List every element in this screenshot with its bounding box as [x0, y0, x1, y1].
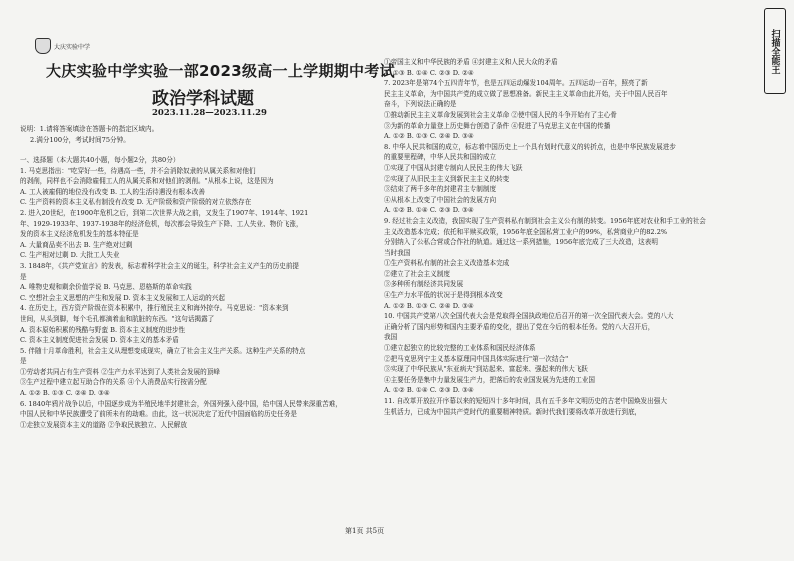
school-crest-icon: [35, 38, 51, 54]
question-text-line: 生机活力，已成为中国共产党时代的重要精神特质。新时代我们要将改革开放进行到底，: [384, 407, 642, 416]
question-text-line: A. ①③ B. ①④ C. ②③ D. ②④: [384, 68, 474, 77]
question-text-line: A. 资本原始积累的残酷与野蛮 B. 资本主义制度的进步性: [20, 325, 186, 334]
question-text-line: ②把马克思列宁主义基本原理同中国具体实际进行"第一次结合": [384, 354, 569, 363]
question-text-line: 2. 进入20世纪，在1900年危机之后，到第二次世界大战之前，又发生了1907年、1914年、1921: [20, 208, 309, 217]
question-text-line: A. ①② B. ①③ C. ②④ D. ③④: [384, 301, 474, 310]
question-text-line: 主义改造基本完成；依托和平赎买政策，1956年底全国私营工业户的99%，私营商业户的82.2%: [384, 227, 668, 236]
question-text-line: 分别纳入了公私合营或合作社的轨道。通过这一系列措施，1956年底完成了三大改造，这表明: [384, 238, 658, 247]
question-text-line: 世间，从头到脚，每个毛孔都滴着血和肮脏的东西。"这句话揭露了: [20, 314, 215, 323]
question-text-line: ②实现了从旧民主主义到新民主主义的转变: [384, 174, 510, 183]
question-text-line: 发的资本主义经济危机发生的基本特征是: [20, 230, 139, 239]
question-text-line: 民主主义革命，为中国共产党的成立做了思想准备。新民主主义革命由此开始，关于中国人民百年: [384, 89, 668, 98]
question-text-line: ①劳动者共同占有生产资料 ②生产力水平达到了人类社会发展的顶峰: [20, 367, 220, 376]
question-text-line: C. 生产资料的资本主义私有制没有改变 D. 无产阶级和资产阶级的对立依然存在: [20, 198, 252, 207]
question-text-line: 我国: [384, 333, 398, 342]
question-text-line: A. ①② B. ①④ C. ②③ D. ③④: [384, 206, 474, 215]
question-text-line: ③实现了中华民族从"东亚病夫"到站起来、富起来、强起来的伟大飞跃: [384, 365, 588, 374]
question-text-line: A. 大量商品卖不出去 B. 生产绝对过剩: [20, 240, 133, 249]
scanner-brand-text: 扫描全能王: [769, 28, 780, 74]
question-text-line: ①生产资料私有制的社会主义改造基本完成: [384, 259, 510, 268]
question-text-line: ①实现了中国从封建专制向人民民主的伟大飞跃: [384, 163, 523, 172]
question-text-line: 一、选择题（本大题共40小题，每小题2分，共80分）: [20, 156, 180, 164]
exam-instructions: [20, 124, 158, 145]
question-text-line: 3. 1848年，《共产党宣言》的发表，标志着科学社会主义的诞生，科学社会主义产生的历史前提: [20, 261, 300, 270]
question-text-line: ③多种所有制经济共同发展: [384, 280, 464, 289]
right-column: [384, 57, 752, 417]
question-text-line: A. ①② B. ①③ C. ②④ D. ③④: [20, 389, 110, 398]
question-text-line: 是: [20, 272, 27, 281]
question-text-line: 当时我国: [384, 248, 411, 257]
question-text-line: 7. 2023年是第74个五四青年节，也是五四运动爆发104周年。五四运动一百年，照亮了新: [384, 79, 648, 88]
question-text-line: 5. 伴随十月革命胜利，社会主义从理想变成现实，确立了社会主义生产关系。这种生产关系的特点: [20, 346, 306, 355]
exam-title: 大庆实验中学实验一部2023级高一上学期期中考试: [46, 62, 395, 80]
question-text-line: ①推动新民主主义革命发展到社会主义革命 ②使中国人民的斗争开始有了主心骨: [384, 110, 617, 119]
question-text-line: 奋斗，下列说法正确的是: [384, 100, 457, 109]
question-text-line: 中国人民和中华民族遭受了前所未有的劫难。由此，这一状况决定了近代中国面临的历史任务是: [20, 410, 297, 419]
exam-dates: 2023.11.28—2023.11.29: [152, 108, 267, 118]
question-text-line: 的重要里程碑，中华人民共和国的成立: [384, 153, 497, 162]
question-text-line: ①建立起独立的比较完整的工业体系和国民经济体系: [384, 344, 536, 353]
question-text-line: 年、1929-1933年、1937-1938年的经济危机，每次都会导致生产下降、工人失业、物价飞涨，: [20, 219, 303, 228]
instruction-line: 2.满分100分，考试时间75分钟。: [30, 135, 130, 144]
question-text-line: A. 工人被雇佣的地位没有改变 B. 工人的生活待遇没有根本改善: [20, 187, 205, 196]
question-text-line: ③生产过程中建立起互助合作的关系 ④个人消费品实行按需分配: [20, 378, 207, 387]
school-logo: [35, 38, 90, 54]
exam-subject-title: 政治学科试题: [152, 89, 254, 109]
question-text-line: 的剥削，同样也不会消除雇佣工人的从属关系和对他们的剥削。"从根本上说，这是因为: [20, 177, 274, 186]
question-text-line: A. ①② B. ①③ C. ②④ D. ③④: [384, 132, 474, 141]
page-footer: 第1页 共5页: [345, 527, 385, 535]
instruction-line: 说明：1.请将答案填涂在答题卡的指定区域内。: [20, 125, 159, 133]
question-text-line: 6. 1840年鸦片战争以后，中国逐步成为半殖民地半封建社会，外国列强入侵中国，给中国人民带来深重苦难，: [20, 399, 342, 408]
question-text-line: 10. 中国共产党第八次全国代表大会是党取得全国执政地位后召开的第一次全国代表大会。党的八大: [384, 312, 674, 321]
scanner-brand-badge: [764, 8, 786, 94]
question-text-line: A. 唯物史观和剩余价值学说 B. 马克思、恩格斯的革命实践: [20, 283, 192, 292]
question-text-line: 8. 中华人民共和国的成立，标志着中国历史上一个具有划时代意义的转折点，也是中华民族发展进步: [384, 142, 676, 151]
question-text-line: ④生产力水平低的状况于是得到根本改变: [384, 291, 503, 300]
question-text-line: ②建立了社会主义制度: [384, 269, 450, 278]
question-text-line: 9. 经过社会主义改造，我国实现了生产资料私有制到社会主义公有制的转变。1956年底对农业和手工业的社会: [384, 216, 706, 225]
question-text-line: 1. 马克思指出："吃穿好一些，待遇高一些，并不会消除奴隶的从属关系和对他们: [20, 166, 256, 175]
question-text-line: ①走独立发展资本主义的道路 ②争取民族独立、人民解放: [20, 420, 187, 429]
question-text-line: ③为新的革命力量登上历史舞台创造了条件 ④促进了马克思主义在中国的传播: [384, 121, 611, 130]
question-text-line: 正确分析了国内形势和国内主要矛盾的变化，提出了党在今后的根本任务。党的八大召开后，: [384, 322, 655, 331]
question-text-line: A. ①② B. ①④ C. ②③ D. ③④: [384, 386, 474, 395]
question-text-line: 11. 自改革开放拉开序幕以来的短短四十多年时间，具有五千多年文明历史的古老中国焕发出强大: [384, 397, 667, 405]
question-text-line: ④从根本上改变了中国社会的发展方向: [384, 195, 497, 204]
question-text-line: ①帝国主义和中华民族的矛盾 ④封建主义和人民大众的矛盾: [384, 58, 558, 66]
question-text-line: ③结束了两千多年的封建君主专制制度: [384, 185, 497, 194]
question-text-line: ④主要任务是集中力量发展生产力，把落后的农业国发展为先进的工业国: [384, 375, 595, 384]
left-column: [20, 155, 376, 430]
question-text-line: C. 资本主义制度促进社会发展 D. 资本主义的基本矛盾: [20, 336, 179, 345]
question-text-line: C. 生产相对过剩 D. 大批工人失业: [20, 251, 120, 260]
question-text-line: 4. 在历史上，西方资产阶级在资本积累中，推行殖民主义和海外掠夺。马克思说："资本来到: [20, 304, 289, 313]
school-label: 大庆实验中学: [54, 43, 91, 51]
question-text-line: C. 空想社会主义思想的产生和发展 D. 资本主义发展和工人运动的兴起: [20, 293, 225, 302]
question-text-line: 是: [20, 357, 27, 366]
